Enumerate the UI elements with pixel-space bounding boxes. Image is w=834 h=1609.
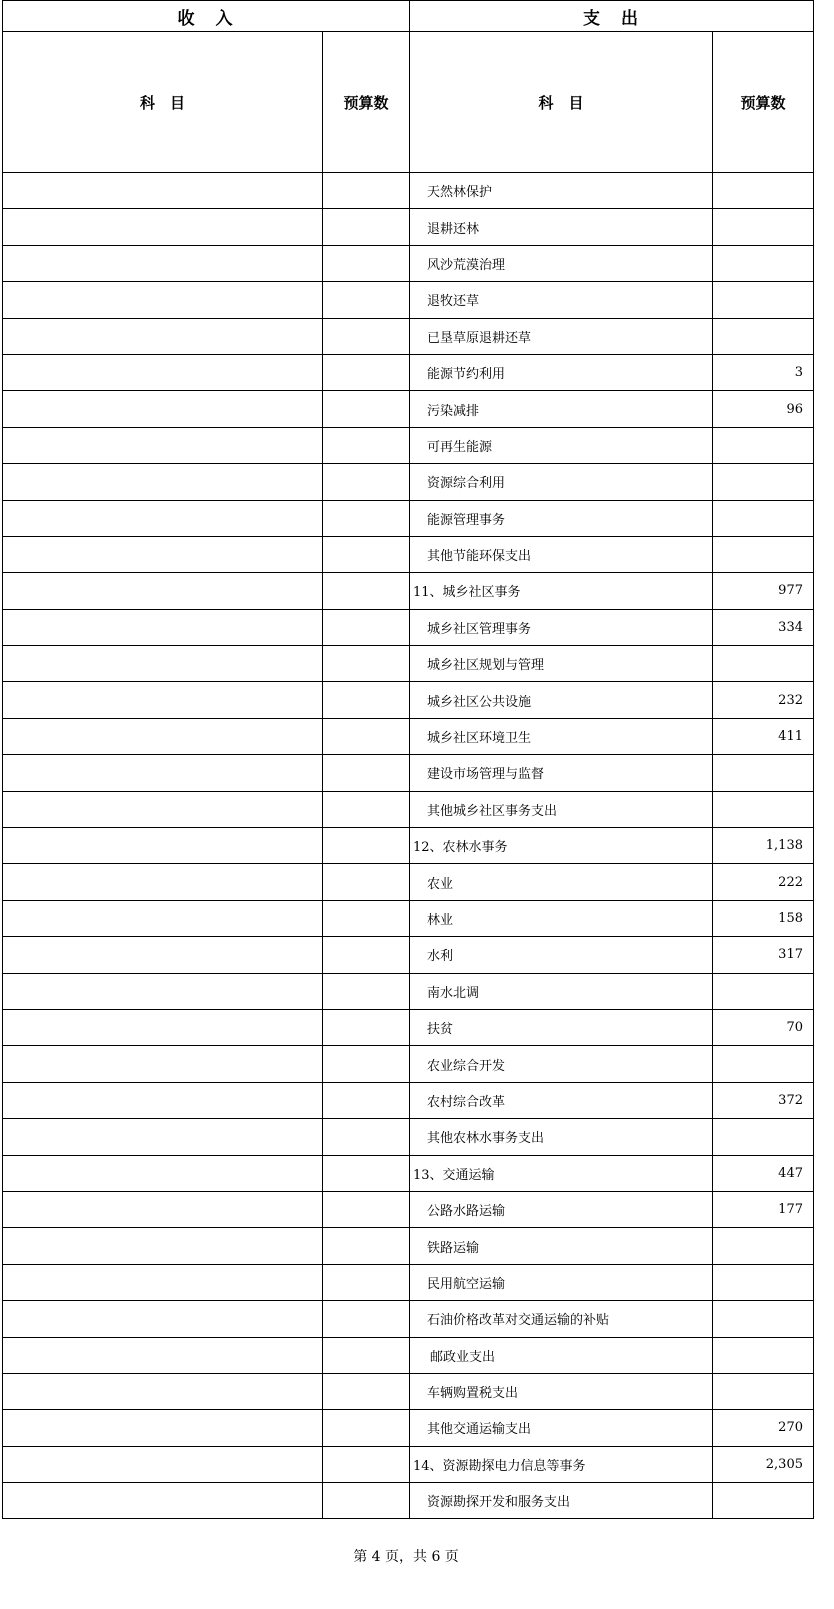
expense-section-header: 支 出 [410,1,814,32]
income-subject-cell [3,900,323,936]
income-subject-cell [3,682,323,718]
expense-subject-label: 农村综合改革 [427,1094,506,1110]
income-budget-cell [323,1337,410,1373]
table-row [3,536,814,572]
table-row [3,864,814,900]
income-budget-cell [323,573,410,609]
expense-subject-cell [410,1119,713,1155]
income-budget-cell [323,427,410,463]
table-row [3,1009,814,1045]
income-subject-cell [3,209,323,245]
table-row [3,900,814,936]
income-subject-cell [3,718,323,754]
expense-subject-label: 其他农林水事务支出 [427,1131,545,1147]
income-budget-cell [323,1301,410,1337]
income-budget-cell [323,173,410,209]
expense-budget-cell [713,209,814,245]
income-subject-cell [3,1301,323,1337]
expense-subject-label: 铁路运输 [427,1240,480,1256]
expense-budget-cell [713,1301,814,1337]
income-subject-cell [3,1337,323,1373]
table-row [3,1191,814,1227]
income-subject-cell [3,937,323,973]
expense-subject-label: 风沙荒漠治理 [427,257,506,273]
expense-subject-cell [410,646,713,682]
table-row [3,245,814,281]
income-subject-cell [3,791,323,827]
expense-subject-cell [410,1009,713,1045]
table-row [3,973,814,1009]
expense-subject-label: 13、交通运输 [413,1167,495,1183]
expense-subject-cell [410,828,713,864]
income-budget-cell [323,828,410,864]
income-subject-cell [3,1446,323,1482]
income-budget-cell [323,1373,410,1409]
table-row [3,682,814,718]
expense-subject-cell [410,900,713,936]
expense-subject-cell [410,354,713,390]
income-subject-cell [3,1483,323,1519]
expense-budget-cell [713,464,814,500]
expense-budget-cell: 158 [713,900,814,936]
expense-subject-cell [410,318,713,354]
expense-budget-cell [713,536,814,572]
expense-subject-label: 可再生能源 [427,439,493,455]
table-row [3,1046,814,1082]
income-subject-cell [3,1009,323,1045]
income-budget-header: 预算数 [323,32,410,173]
header-row-columns [3,32,814,173]
expense-subject-cell [410,1082,713,1118]
expense-subject-cell [410,1373,713,1409]
income-budget-cell [323,937,410,973]
budget-table [2,0,814,1519]
expense-subject-cell [410,1446,713,1482]
table-row [3,500,814,536]
income-subject-cell [3,1410,323,1446]
expense-budget-cell [713,1228,814,1264]
expense-budget-cell: 232 [713,682,814,718]
expense-budget-cell [713,1373,814,1409]
table-row [3,282,814,318]
income-budget-cell [323,1410,410,1446]
expense-subject-label: 农业综合开发 [427,1058,506,1074]
income-budget-cell [323,1446,410,1482]
table-row [3,646,814,682]
expense-subject-label: 天然林保护 [427,185,493,201]
expense-budget-cell: 411 [713,718,814,754]
income-budget-cell [323,209,410,245]
income-subject-cell [3,500,323,536]
expense-subject-label: 已垦草原退耕还草 [427,330,532,346]
income-budget-cell [323,391,410,427]
expense-subject-cell [410,245,713,281]
table-row [3,1082,814,1118]
expense-subject-cell [410,682,713,718]
income-subject-cell [3,755,323,791]
expense-subject-cell [410,209,713,245]
expense-budget-cell: 70 [713,1009,814,1045]
table-row [3,354,814,390]
income-budget-cell [323,973,410,1009]
income-subject-cell [3,864,323,900]
expense-subject-cell [410,1337,713,1373]
expense-subject-label: 车辆购置税支出 [427,1386,519,1402]
table-row [3,937,814,973]
expense-subject-label: 扶贫 [427,1022,454,1038]
expense-subject-cell [410,1410,713,1446]
expense-subject-label: 其他节能环保支出 [427,549,532,565]
expense-subject-cell [410,282,713,318]
expense-budget-cell [713,500,814,536]
income-subject-cell [3,1373,323,1409]
expense-subject-label: 邮政业支出 [430,1349,496,1365]
income-subject-cell [3,573,323,609]
expense-subject-cell [410,1264,713,1300]
expense-subject-label: 南水北调 [427,985,480,1001]
expense-subject-cell [410,573,713,609]
expense-subject-cell [410,973,713,1009]
income-budget-cell [323,318,410,354]
expense-subject-label: 农业 [427,876,454,892]
expense-budget-cell [713,791,814,827]
income-subject-cell [3,245,323,281]
expense-subject-label: 其他交通运输支出 [427,1422,532,1438]
income-budget-cell [323,791,410,827]
expense-subject-label: 民用航空运输 [427,1276,506,1292]
income-budget-cell [323,755,410,791]
expense-subject-label: 退耕还林 [427,221,480,237]
table-row [3,391,814,427]
expense-budget-cell [713,1337,814,1373]
expense-subject-cell [410,718,713,754]
table-row [3,1410,814,1446]
income-budget-cell [323,354,410,390]
income-subject-cell [3,828,323,864]
expense-subject-cell [410,173,713,209]
expense-subject-label: 能源节约利用 [427,367,506,383]
expense-budget-cell: 96 [713,391,814,427]
expense-subject-label: 城乡社区管理事务 [427,621,532,637]
expense-budget-cell: 222 [713,864,814,900]
table-row [3,209,814,245]
expense-budget-cell [713,1119,814,1155]
income-subject-cell [3,318,323,354]
income-subject-cell [3,1155,323,1191]
table-row [3,1337,814,1373]
income-budget-cell [323,646,410,682]
expense-subject-cell [410,755,713,791]
expense-subject-label: 12、农林水事务 [413,840,508,856]
income-subject-cell [3,1082,323,1118]
income-subject-cell [3,973,323,1009]
expense-subject-label: 城乡社区环境卫生 [427,731,532,747]
expense-subject-label: 城乡社区规划与管理 [427,658,545,674]
income-subject-cell [3,1119,323,1155]
expense-subject-cell [410,864,713,900]
expense-subject-header: 科 目 [410,32,713,173]
income-subject-cell [3,1046,323,1082]
income-budget-cell [323,1046,410,1082]
income-budget-cell [323,1009,410,1045]
expense-budget-cell: 2,305 [713,1446,814,1482]
expense-budget-cell: 177 [713,1191,814,1227]
income-subject-cell [3,427,323,463]
expense-subject-cell [410,500,713,536]
income-budget-cell [323,682,410,718]
income-budget-cell [323,1264,410,1300]
expense-budget-cell: 977 [713,573,814,609]
income-subject-cell [3,1191,323,1227]
income-budget-cell [323,1155,410,1191]
table-row [3,464,814,500]
expense-budget-cell: 447 [713,1155,814,1191]
table-row [3,173,814,209]
income-subject-cell [3,1264,323,1300]
expense-subject-label: 水利 [427,949,454,965]
expense-budget-cell [713,427,814,463]
table-row [3,791,814,827]
income-subject-cell [3,646,323,682]
expense-subject-label: 其他城乡社区事务支出 [427,803,558,819]
income-subject-cell [3,354,323,390]
table-row [3,1301,814,1337]
expense-subject-label: 资源勘探开发和服务支出 [427,1495,571,1511]
expense-subject-cell [410,391,713,427]
table-row [3,1483,814,1519]
expense-subject-cell [410,1155,713,1191]
income-budget-cell [323,1228,410,1264]
table-row [3,609,814,645]
expense-subject-cell [410,1191,713,1227]
expense-subject-cell [410,1483,713,1519]
expense-budget-cell [713,755,814,791]
income-subject-cell [3,609,323,645]
income-subject-cell [3,536,323,572]
expense-subject-label: 资源综合利用 [427,476,506,492]
expense-subject-label: 污染减排 [427,403,480,419]
income-budget-cell [323,1483,410,1519]
expense-budget-cell [713,318,814,354]
expense-subject-label: 公路水路运输 [427,1204,506,1220]
expense-budget-cell: 372 [713,1082,814,1118]
income-budget-cell [323,536,410,572]
table-row [3,1373,814,1409]
expense-subject-label: 林业 [427,913,454,928]
income-budget-cell [323,1119,410,1155]
expense-budget-cell [713,1046,814,1082]
expense-budget-cell: 1,138 [713,828,814,864]
expense-subject-cell [410,609,713,645]
income-budget-cell [323,1082,410,1118]
income-budget-cell [323,609,410,645]
income-subject-cell [3,173,323,209]
expense-subject-label: 城乡社区公共设施 [427,694,532,710]
expense-subject-cell [410,937,713,973]
expense-budget-cell [713,1264,814,1300]
expense-subject-cell [410,791,713,827]
page-footer: 第 4 页，共 6 页 [353,1549,459,1565]
income-subject-cell [3,391,323,427]
table-row [3,718,814,754]
expense-subject-label: 退牧还草 [427,294,480,310]
expense-budget-cell: 3 [713,354,814,390]
income-budget-cell [323,1191,410,1227]
expense-budget-cell: 317 [713,937,814,973]
expense-subject-cell [410,536,713,572]
expense-subject-cell [410,427,713,463]
income-budget-cell [323,282,410,318]
income-budget-cell [323,864,410,900]
expense-subject-label: 石油价格改革对交通运输的补贴 [427,1313,610,1329]
table-row [3,427,814,463]
expense-budget-cell [713,245,814,281]
expense-subject-cell [410,1228,713,1264]
table-row [3,318,814,354]
expense-budget-cell [713,646,814,682]
table-row [3,828,814,864]
expense-subject-label: 能源管理事务 [427,512,506,528]
income-budget-cell [323,900,410,936]
header-row-section [3,1,814,32]
expense-subject-label: 建设市场管理与监督 [427,767,545,783]
table-row [3,1264,814,1300]
table-row [3,1446,814,1482]
income-budget-cell [323,500,410,536]
expense-budget-cell: 270 [713,1410,814,1446]
income-subject-header: 科 目 [3,32,323,173]
table-body [3,173,814,1519]
income-subject-cell [3,1228,323,1264]
table-row [3,755,814,791]
income-budget-cell [323,718,410,754]
expense-budget-cell [713,973,814,1009]
income-subject-cell [3,464,323,500]
expense-subject-cell [410,464,713,500]
expense-budget-cell: 334 [713,609,814,645]
income-budget-cell [323,245,410,281]
expense-budget-cell [713,173,814,209]
income-subject-cell [3,282,323,318]
table-row [3,1228,814,1264]
expense-subject-cell [410,1301,713,1337]
expense-subject-label: 14、资源勘探电力信息等事务 [413,1458,586,1474]
expense-budget-cell [713,1483,814,1519]
income-section-header: 收 入 [3,1,410,32]
expense-budget-header: 预算数 [713,32,814,173]
expense-budget-cell [713,282,814,318]
expense-subject-label: 11、城乡社区事务 [413,585,521,601]
expense-subject-cell [410,1046,713,1082]
table-row [3,1119,814,1155]
income-budget-cell [323,464,410,500]
table-row [3,573,814,609]
table-row [3,1155,814,1191]
